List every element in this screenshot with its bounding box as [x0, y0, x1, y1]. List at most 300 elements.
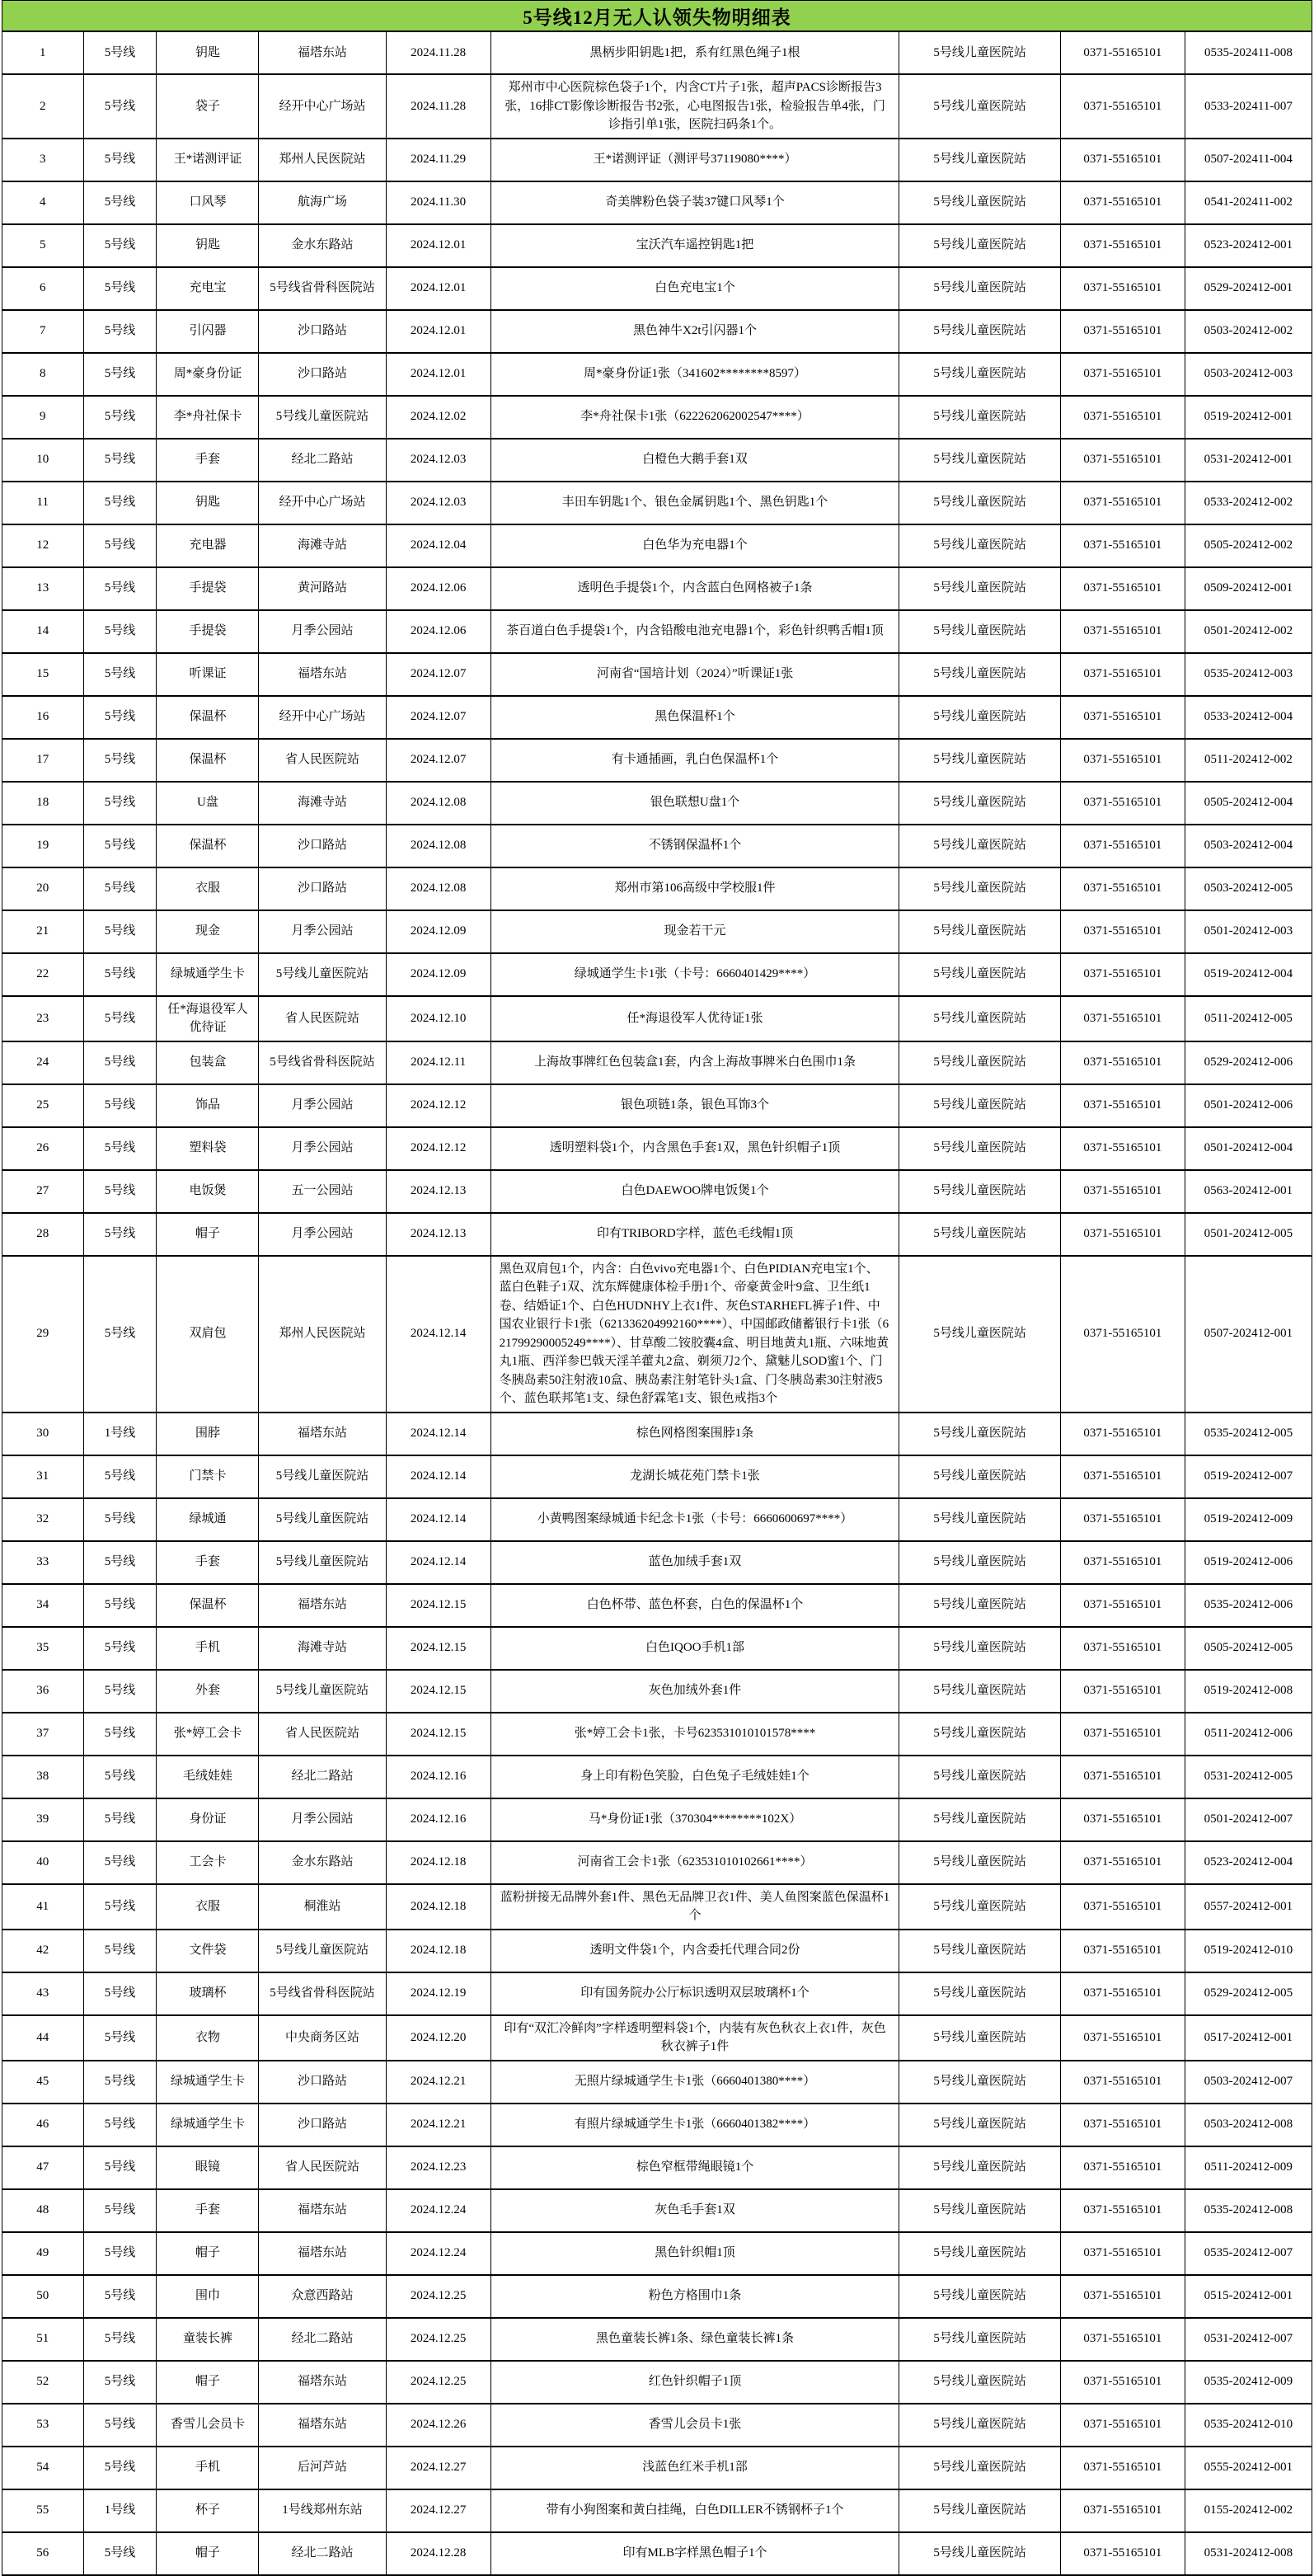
cell-desc: 透明塑料袋1个，内含黑色手套1双，黑色针织帽子1顶: [490, 1127, 899, 1170]
table-row: [2, 2189, 1312, 2232]
table-row: [2, 31, 1312, 74]
cell-item: 玻璃杯: [157, 1972, 259, 2015]
cell-seq: 20: [2, 867, 84, 910]
cell-id: 0529-202412-005: [1185, 1972, 1312, 2015]
cell-id: 0501-202412-005: [1185, 1213, 1312, 1256]
cell-item: 电饭煲: [157, 1170, 259, 1213]
table-row: [2, 653, 1312, 696]
cell-line: 5号线: [83, 2146, 157, 2189]
cell-phone: 0371-55165101: [1060, 2146, 1185, 2189]
cell-desc: 白色DAEWOO牌电饭煲1个: [490, 1170, 899, 1213]
cell-phone: 0371-55165101: [1060, 1713, 1185, 1756]
cell-seq: 7: [2, 310, 84, 353]
cell-storage: 5号线儿童医院站: [899, 1670, 1060, 1713]
cell-desc: 宝沃汽车遥控钥匙1把: [490, 224, 899, 267]
cell-seq: 37: [2, 1713, 84, 1756]
cell-phone: 0371-55165101: [1060, 696, 1185, 739]
cell-station: 经北二路站: [259, 1756, 386, 1798]
cell-id: 0535-202412-007: [1185, 2232, 1312, 2275]
cell-line: 5号线: [83, 1713, 157, 1756]
cell-desc: 王*诺测评证（测评号37119080****）: [490, 139, 899, 181]
cell-seq: 55: [2, 2489, 84, 2532]
table-row: [2, 2489, 1312, 2532]
table-row: [2, 74, 1312, 139]
cell-phone: 0371-55165101: [1060, 1756, 1185, 1798]
cell-id: 0503-202412-007: [1185, 2061, 1312, 2104]
cell-date: 2024.12.26: [386, 2404, 490, 2447]
cell-phone: 0371-55165101: [1060, 825, 1185, 867]
cell-id: 0533-202412-004: [1185, 696, 1312, 739]
cell-phone: 0371-55165101: [1060, 1972, 1185, 2015]
cell-date: 2024.12.21: [386, 2104, 490, 2146]
cell-id: 0501-202412-002: [1185, 610, 1312, 653]
cell-date: 2024.11.30: [386, 181, 490, 224]
cell-station: 省人民医院站: [259, 996, 386, 1041]
cell-line: 5号线: [83, 1084, 157, 1127]
table-row: [2, 1841, 1312, 1884]
table-row: [2, 1127, 1312, 1170]
table-row: [2, 2015, 1312, 2061]
cell-line: 5号线: [83, 2104, 157, 2146]
cell-phone: 0371-55165101: [1060, 1798, 1185, 1841]
cell-date: 2024.12.25: [386, 2318, 490, 2361]
cell-date: 2024.12.18: [386, 1841, 490, 1884]
cell-station: 省人民医院站: [259, 739, 386, 782]
cell-line: 5号线: [83, 1670, 157, 1713]
cell-item: 手提袋: [157, 567, 259, 610]
cell-storage: 5号线儿童医院站: [899, 696, 1060, 739]
cell-id: 0509-202412-001: [1185, 567, 1312, 610]
cell-desc: 粉色方格围巾1条: [490, 2275, 899, 2318]
cell-item: 张*婷工会卡: [157, 1713, 259, 1756]
cell-station: 海滩寺站: [259, 524, 386, 567]
table-row: [2, 2275, 1312, 2318]
cell-line: 5号线: [83, 1584, 157, 1627]
table-row: [2, 2532, 1312, 2575]
cell-phone: 0371-55165101: [1060, 653, 1185, 696]
cell-id: 0531-202412-005: [1185, 1756, 1312, 1798]
cell-desc: 蓝粉拼接无品牌外套1件、黑色无品牌卫衣1件、美人鱼图案蓝色保温杯1个: [490, 1884, 899, 1930]
cell-seq: 11: [2, 482, 84, 524]
cell-storage: 5号线儿童医院站: [899, 353, 1060, 396]
cell-item: 帽子: [157, 2361, 259, 2404]
cell-phone: 0371-55165101: [1060, 310, 1185, 353]
cell-date: 2024.12.01: [386, 267, 490, 310]
cell-storage: 5号线儿童医院站: [899, 653, 1060, 696]
table-row: [2, 267, 1312, 310]
cell-station: 沙口路站: [259, 867, 386, 910]
cell-id: 0529-202412-001: [1185, 267, 1312, 310]
cell-station: 桐淮站: [259, 1884, 386, 1930]
cell-id: 0507-202412-001: [1185, 1256, 1312, 1413]
cell-id: 0501-202412-006: [1185, 1084, 1312, 1127]
table-row: [2, 1541, 1312, 1584]
cell-item: 充电器: [157, 524, 259, 567]
cell-phone: 0371-55165101: [1060, 2489, 1185, 2532]
cell-id: 0505-202412-002: [1185, 524, 1312, 567]
cell-desc: 银色联想U盘1个: [490, 782, 899, 825]
cell-seq: 34: [2, 1584, 84, 1627]
cell-phone: 0371-55165101: [1060, 482, 1185, 524]
cell-seq: 33: [2, 1541, 84, 1584]
cell-seq: 30: [2, 1413, 84, 1455]
cell-line: 5号线: [83, 2447, 157, 2489]
table-row: [2, 910, 1312, 953]
cell-date: 2024.12.09: [386, 953, 490, 996]
cell-date: 2024.11.29: [386, 139, 490, 181]
cell-storage: 5号线儿童医院站: [899, 2318, 1060, 2361]
table-row: [2, 867, 1312, 910]
cell-date: 2024.12.11: [386, 1041, 490, 1084]
cell-storage: 5号线儿童医院站: [899, 2489, 1060, 2532]
cell-storage: 5号线儿童医院站: [899, 1213, 1060, 1256]
cell-storage: 5号线儿童医院站: [899, 2146, 1060, 2189]
cell-phone: 0371-55165101: [1060, 1841, 1185, 1884]
cell-id: 0531-202412-007: [1185, 2318, 1312, 2361]
cell-phone: 0371-55165101: [1060, 181, 1185, 224]
cell-storage: 5号线儿童医院站: [899, 482, 1060, 524]
cell-line: 5号线: [83, 2015, 157, 2061]
cell-storage: 5号线儿童医院站: [899, 1498, 1060, 1541]
cell-station: 省人民医院站: [259, 2146, 386, 2189]
cell-item: 眼镜: [157, 2146, 259, 2189]
cell-seq: 51: [2, 2318, 84, 2361]
table-row: [2, 396, 1312, 439]
cell-desc: 透明色手提袋1个，内含蓝白色网格被子1条: [490, 567, 899, 610]
cell-station: 经北二路站: [259, 439, 386, 482]
cell-id: 0533-202411-007: [1185, 74, 1312, 139]
cell-seq: 32: [2, 1498, 84, 1541]
cell-item: 绿城通: [157, 1498, 259, 1541]
cell-phone: 0371-55165101: [1060, 267, 1185, 310]
cell-item: 口风琴: [157, 181, 259, 224]
cell-seq: 28: [2, 1213, 84, 1256]
cell-id: 0503-202412-004: [1185, 825, 1312, 867]
lost-items-sheet: [2, 0, 1312, 2576]
table-row: [2, 996, 1312, 1041]
cell-storage: 5号线儿童医院站: [899, 567, 1060, 610]
cell-desc: 白色华为充电器1个: [490, 524, 899, 567]
cell-desc: 茶百道白色手提袋1个，内含铅酸电池充电器1个，彩色针织鸭舌帽1顶: [490, 610, 899, 653]
cell-line: 5号线: [83, 1498, 157, 1541]
cell-item: 绿城通学生卡: [157, 2061, 259, 2104]
table-row: [2, 1041, 1312, 1084]
table-row: [2, 567, 1312, 610]
cell-id: 0535-202411-008: [1185, 31, 1312, 74]
cell-station: 沙口路站: [259, 310, 386, 353]
cell-phone: 0371-55165101: [1060, 31, 1185, 74]
cell-seq: 45: [2, 2061, 84, 2104]
cell-line: 5号线: [83, 953, 157, 996]
cell-phone: 0371-55165101: [1060, 1670, 1185, 1713]
cell-seq: 42: [2, 1930, 84, 1972]
cell-phone: 0371-55165101: [1060, 74, 1185, 139]
cell-desc: 棕色网格图案围脖1条: [490, 1413, 899, 1455]
cell-phone: 0371-55165101: [1060, 2318, 1185, 2361]
cell-item: 手提袋: [157, 610, 259, 653]
cell-seq: 39: [2, 1798, 84, 1841]
cell-seq: 1: [2, 31, 84, 74]
cell-id: 0501-202412-007: [1185, 1798, 1312, 1841]
cell-date: 2024.12.27: [386, 2447, 490, 2489]
cell-phone: 0371-55165101: [1060, 2189, 1185, 2232]
cell-station: 省人民医院站: [259, 1713, 386, 1756]
cell-desc: 印有“双汇冷鲜肉”字样透明塑料袋1个，内装有灰色秋衣上衣1件，灰色秋衣裤子1件: [490, 2015, 899, 2061]
cell-id: 0511-202412-006: [1185, 1713, 1312, 1756]
table-row: [2, 1084, 1312, 1127]
cell-date: 2024.12.20: [386, 2015, 490, 2061]
cell-line: 5号线: [83, 825, 157, 867]
cell-phone: 0371-55165101: [1060, 2447, 1185, 2489]
cell-item: 听课证: [157, 653, 259, 696]
cell-item: 衣服: [157, 867, 259, 910]
cell-seq: 29: [2, 1256, 84, 1413]
cell-desc: 蓝色加绒手套1双: [490, 1541, 899, 1584]
cell-date: 2024.12.18: [386, 1930, 490, 1972]
cell-station: 5号线儿童医院站: [259, 396, 386, 439]
cell-line: 5号线: [83, 439, 157, 482]
cell-seq: 56: [2, 2532, 84, 2575]
cell-line: 5号线: [83, 1213, 157, 1256]
cell-storage: 5号线儿童医院站: [899, 867, 1060, 910]
cell-seq: 5: [2, 224, 84, 267]
cell-storage: 5号线儿童医院站: [899, 396, 1060, 439]
cell-line: 5号线: [83, 1884, 157, 1930]
cell-station: 经北二路站: [259, 2318, 386, 2361]
cell-item: 绿城通学生卡: [157, 953, 259, 996]
cell-line: 5号线: [83, 696, 157, 739]
cell-phone: 0371-55165101: [1060, 782, 1185, 825]
cell-date: 2024.12.06: [386, 567, 490, 610]
cell-phone: 0371-55165101: [1060, 1413, 1185, 1455]
cell-line: 5号线: [83, 1127, 157, 1170]
cell-station: 福塔东站: [259, 2404, 386, 2447]
cell-storage: 5号线儿童医院站: [899, 181, 1060, 224]
cell-desc: 身上印有粉色笑脸，白色兔子毛绒娃娃1个: [490, 1756, 899, 1798]
cell-line: 5号线: [83, 139, 157, 181]
cell-item: 周*豪身份证: [157, 353, 259, 396]
cell-desc: 灰色毛手套1双: [490, 2189, 899, 2232]
cell-seq: 52: [2, 2361, 84, 2404]
cell-item: 手机: [157, 1627, 259, 1670]
cell-item: 童装长裤: [157, 2318, 259, 2361]
cell-item: 工会卡: [157, 1841, 259, 1884]
cell-line: 5号线: [83, 396, 157, 439]
cell-phone: 0371-55165101: [1060, 2015, 1185, 2061]
cell-id: 0531-202412-008: [1185, 2532, 1312, 2575]
cell-seq: 17: [2, 739, 84, 782]
cell-seq: 53: [2, 2404, 84, 2447]
cell-desc: 龙湖长城花苑门禁卡1张: [490, 1455, 899, 1498]
cell-phone: 0371-55165101: [1060, 910, 1185, 953]
table-row: [2, 2104, 1312, 2146]
cell-date: 2024.12.19: [386, 1972, 490, 2015]
cell-id: 0511-202412-009: [1185, 2146, 1312, 2189]
cell-line: 5号线: [83, 1541, 157, 1584]
cell-date: 2024.12.09: [386, 910, 490, 953]
cell-storage: 5号线儿童医院站: [899, 610, 1060, 653]
cell-storage: 5号线儿童医院站: [899, 2361, 1060, 2404]
cell-item: 外套: [157, 1670, 259, 1713]
cell-date: 2024.12.01: [386, 310, 490, 353]
cell-desc: 马*身份证1张（370304********102X）: [490, 1798, 899, 1841]
cell-line: 5号线: [83, 2318, 157, 2361]
cell-seq: 6: [2, 267, 84, 310]
cell-seq: 35: [2, 1627, 84, 1670]
cell-id: 0155-202412-002: [1185, 2489, 1312, 2532]
cell-desc: 奇美牌粉色袋子装37键口风琴1个: [490, 181, 899, 224]
cell-item: 王*诺测评证: [157, 139, 259, 181]
cell-id: 0505-202412-005: [1185, 1627, 1312, 1670]
cell-seq: 40: [2, 1841, 84, 1884]
cell-phone: 0371-55165101: [1060, 739, 1185, 782]
cell-desc: 绿城通学生卡1张（卡号：6660401429****）: [490, 953, 899, 996]
cell-seq: 21: [2, 910, 84, 953]
cell-storage: 5号线儿童医院站: [899, 825, 1060, 867]
cell-seq: 54: [2, 2447, 84, 2489]
table-row: [2, 1256, 1312, 1413]
table-row: [2, 1170, 1312, 1213]
cell-id: 0519-202412-008: [1185, 1670, 1312, 1713]
cell-storage: 5号线儿童医院站: [899, 1841, 1060, 1884]
cell-date: 2024.12.21: [386, 2061, 490, 2104]
cell-phone: 0371-55165101: [1060, 1041, 1185, 1084]
cell-station: 五一公园站: [259, 1170, 386, 1213]
cell-station: 沙口路站: [259, 2061, 386, 2104]
table-body: [2, 31, 1312, 2575]
cell-storage: 5号线儿童医院站: [899, 1256, 1060, 1413]
cell-station: 航海广场: [259, 181, 386, 224]
table-row: [2, 482, 1312, 524]
cell-station: 沙口路站: [259, 825, 386, 867]
cell-item: 保温杯: [157, 1584, 259, 1627]
cell-id: 0519-202412-007: [1185, 1455, 1312, 1498]
cell-phone: 0371-55165101: [1060, 2361, 1185, 2404]
cell-storage: 5号线儿童医院站: [899, 524, 1060, 567]
cell-date: 2024.12.27: [386, 2489, 490, 2532]
cell-line: 5号线: [83, 353, 157, 396]
cell-id: 0503-202412-005: [1185, 867, 1312, 910]
table-row: [2, 1713, 1312, 1756]
cell-station: 郑州人民医院站: [259, 139, 386, 181]
cell-date: 2024.12.15: [386, 1584, 490, 1627]
cell-id: 0519-202412-009: [1185, 1498, 1312, 1541]
cell-phone: 0371-55165101: [1060, 1127, 1185, 1170]
cell-station: 沙口路站: [259, 353, 386, 396]
cell-date: 2024.12.08: [386, 867, 490, 910]
cell-id: 0501-202412-003: [1185, 910, 1312, 953]
cell-station: 5号线省骨科医院站: [259, 1972, 386, 2015]
cell-storage: 5号线儿童医院站: [899, 1930, 1060, 1972]
cell-desc: 不锈钢保温杯1个: [490, 825, 899, 867]
cell-seq: 15: [2, 653, 84, 696]
cell-seq: 22: [2, 953, 84, 996]
cell-desc: 河南省“国培计划（2024）”听课证1张: [490, 653, 899, 696]
cell-item: 饰品: [157, 1084, 259, 1127]
table-row: [2, 1972, 1312, 2015]
cell-seq: 41: [2, 1884, 84, 1930]
cell-id: 0515-202412-001: [1185, 2275, 1312, 2318]
cell-desc: 小黄鸭图案绿城通卡纪念卡1张（卡号：6660600697****）: [490, 1498, 899, 1541]
cell-date: 2024.12.24: [386, 2189, 490, 2232]
cell-station: 中央商务区站: [259, 2015, 386, 2061]
cell-desc: 有卡通插画，乳白色保温杯1个: [490, 739, 899, 782]
cell-storage: 5号线儿童医院站: [899, 739, 1060, 782]
cell-seq: 19: [2, 825, 84, 867]
cell-phone: 0371-55165101: [1060, 1884, 1185, 1930]
cell-line: 5号线: [83, 2532, 157, 2575]
cell-date: 2024.12.14: [386, 1256, 490, 1413]
cell-seq: 24: [2, 1041, 84, 1084]
cell-phone: 0371-55165101: [1060, 396, 1185, 439]
cell-date: 2024.11.28: [386, 31, 490, 74]
cell-storage: 5号线儿童医院站: [899, 2015, 1060, 2061]
table-row: [2, 139, 1312, 181]
cell-id: 0519-202412-006: [1185, 1541, 1312, 1584]
cell-line: 5号线: [83, 653, 157, 696]
cell-date: 2024.12.13: [386, 1213, 490, 1256]
cell-id: 0519-202412-004: [1185, 953, 1312, 996]
cell-phone: 0371-55165101: [1060, 224, 1185, 267]
cell-desc: 黑色双肩包1个，内含：白色vivo充电器1个、白色PIDIAN充电宝1个、蓝白色鞋子1双、沈东辉健康体检手册1个、帝豪黄金叶9盒、卫生纸1卷、结婚证1个、白色HUDNHY上衣1件、灰色STARHEFL裤子1件、中国农业银行卡1张（621336204992160****）、中国邮政储蓄银行卡1张（621799290005249****）、甘草酸二铵胶囊4盒、明目地黄丸1瓶、六味地黄丸1瓶、西洋参巴戟天淫羊藿丸2盒、剃须刀2个、黛魅儿SOD蜜1个、门冬胰岛素50注射液10盒、胰岛素注射笔针头1盒、门冬胰岛素30注射液5个、蓝色联邦笔1支、绿色舒霖笔1支、银色戒指3个: [490, 1256, 899, 1413]
cell-id: 0517-202412-001: [1185, 2015, 1312, 2061]
cell-station: 福塔东站: [259, 1584, 386, 1627]
cell-date: 2024.12.08: [386, 825, 490, 867]
cell-desc: 黑色保温杯1个: [490, 696, 899, 739]
cell-item: 围脖: [157, 1413, 259, 1455]
cell-id: 0501-202412-004: [1185, 1127, 1312, 1170]
cell-line: 5号线: [83, 1798, 157, 1841]
cell-item: 李*舟社保卡: [157, 396, 259, 439]
cell-date: 2024.12.10: [386, 996, 490, 1041]
cell-date: 2024.12.15: [386, 1627, 490, 1670]
cell-phone: 0371-55165101: [1060, 2232, 1185, 2275]
table-row: [2, 1627, 1312, 1670]
cell-desc: 印有MLB字样黑色帽子1个: [490, 2532, 899, 2575]
cell-phone: 0371-55165101: [1060, 1455, 1185, 1498]
cell-seq: 31: [2, 1455, 84, 1498]
cell-phone: 0371-55165101: [1060, 2104, 1185, 2146]
cell-seq: 4: [2, 181, 84, 224]
cell-station: 福塔东站: [259, 653, 386, 696]
table-row: [2, 610, 1312, 653]
cell-storage: 5号线儿童医院站: [899, 2532, 1060, 2575]
table-row: [2, 1798, 1312, 1841]
cell-id: 0507-202411-004: [1185, 139, 1312, 181]
table-row: [2, 2232, 1312, 2275]
cell-date: 2024.12.08: [386, 782, 490, 825]
cell-seq: 26: [2, 1127, 84, 1170]
cell-id: 0535-202412-005: [1185, 1413, 1312, 1455]
table-row: [2, 2447, 1312, 2489]
cell-station: 海滩寺站: [259, 782, 386, 825]
cell-desc: 上海故事牌红色包装盒1套，内含上海故事牌米白色围巾1条: [490, 1041, 899, 1084]
cell-id: 0557-202412-001: [1185, 1884, 1312, 1930]
cell-phone: 0371-55165101: [1060, 1498, 1185, 1541]
cell-id: 0503-202412-008: [1185, 2104, 1312, 2146]
cell-line: 5号线: [83, 310, 157, 353]
cell-date: 2024.12.15: [386, 1670, 490, 1713]
table-row: [2, 439, 1312, 482]
cell-storage: 5号线儿童医院站: [899, 1170, 1060, 1213]
table-row: [2, 1584, 1312, 1627]
cell-phone: 0371-55165101: [1060, 1584, 1185, 1627]
cell-station: 福塔东站: [259, 31, 386, 74]
cell-station: 福塔东站: [259, 1413, 386, 1455]
cell-storage: 5号线儿童医院站: [899, 2104, 1060, 2146]
cell-line: 1号线: [83, 1413, 157, 1455]
cell-desc: 张*婷工会卡1张，卡号623531010101578****: [490, 1713, 899, 1756]
